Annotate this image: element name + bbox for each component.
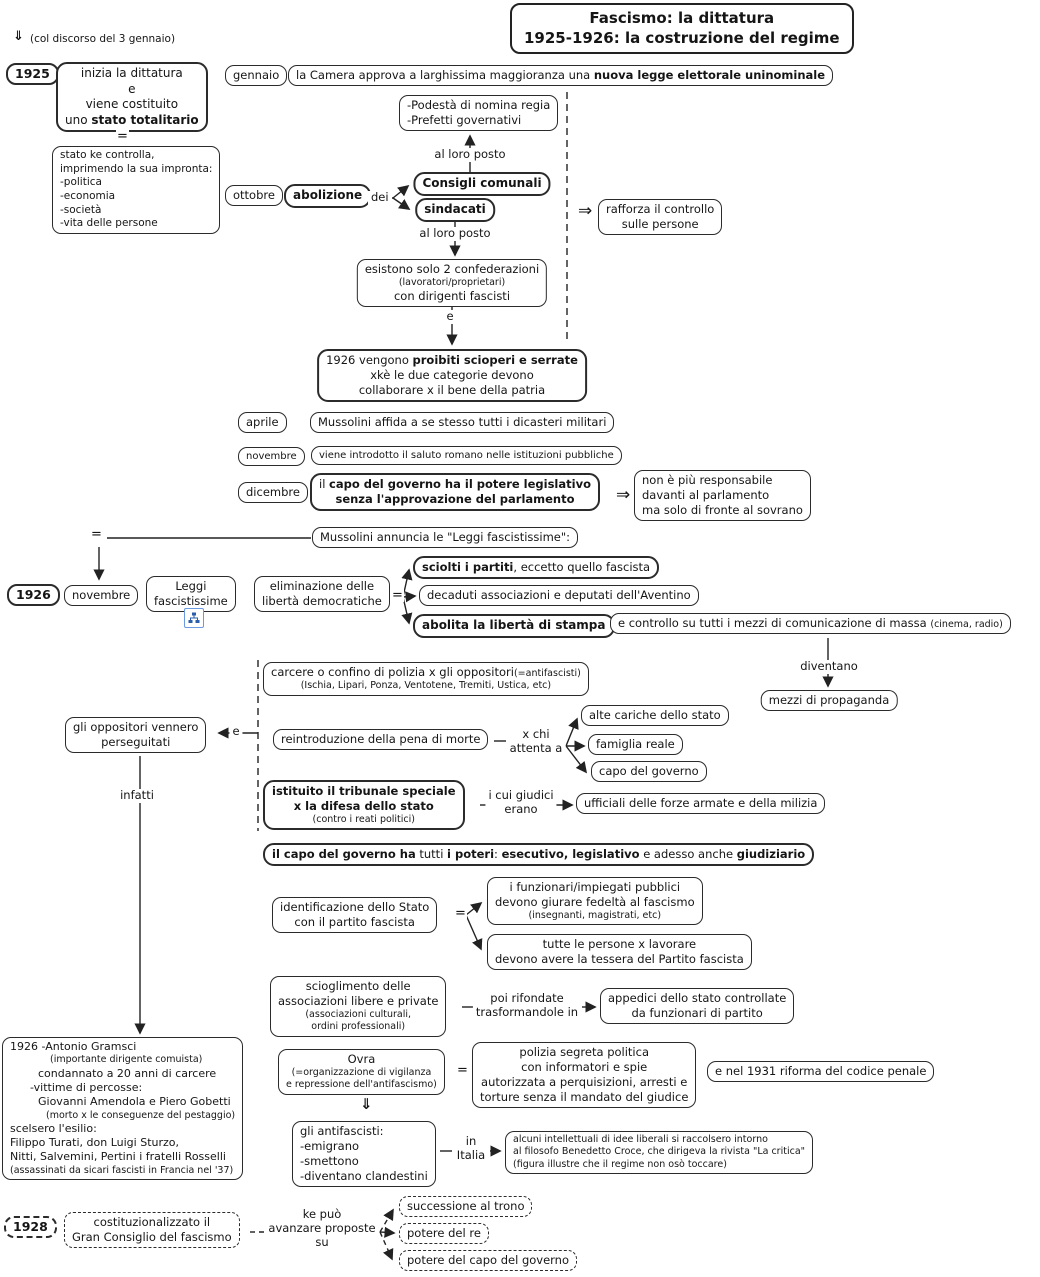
node-famiglia-reale: famiglia reale [588,734,683,755]
node-line: -società [60,203,102,216]
node-line: e [128,81,136,96]
edge-label-dei: dei [368,191,392,205]
node-tessera-partito [487,934,752,970]
node-line: scelsero l'esilio: [10,1121,97,1135]
node-line: x la difesa dello stato [293,798,434,813]
node-line: -politica [60,176,102,189]
edge-label-cui-giudici: i cui giudici erano [485,789,556,817]
node-line: Filippo Turati, don Luigi Sturzo, [10,1136,180,1150]
node-stato-ke-controlla [52,146,220,234]
node-line: -smettono [300,1153,359,1168]
node-line: i funzionari/impiegati pubblici [509,880,681,894]
equals-symbol: = [91,527,102,542]
node-line: inizia la dittatura [80,66,183,80]
node-line: -vittime di percosse: [30,1080,143,1094]
node-line: ma solo di fronte al sovrano [642,502,803,517]
node-tutti-i-poteri: il capo del governo ha tutti i poteri: esecutivo, legislativo e adesso anche giudiziario [263,843,814,866]
node-line: al filosofo Benedetto Croce, che dirigeva la rivista "La critica" [513,1146,806,1158]
edge-label-x-chi-attenta: x chi attenta a [507,728,566,756]
node-line: devono avere la tessera del Partito fascista [495,951,744,966]
node-line: (contro i reati politici) [312,813,415,825]
node-line: viene costituito [85,97,179,112]
node-line: (=organizzazione di vigilanza [291,1066,432,1078]
node-potere-re: potere del re [399,1223,489,1244]
node-benedetto-croce [505,1131,813,1174]
node-line: (importante dirigente comuista) [50,1054,203,1066]
node-line: 1926 vengono proibiti scioperi e serrate [326,353,578,367]
node-year-1928: 1928 [4,1216,57,1238]
node-line: scioglimento delle [305,979,411,993]
node-camera-legge: la Camera approva a larghissima maggioranza una nuova legge elettorale uninominale [288,65,833,86]
edge-abolizione-consigli [393,186,408,198]
node-line: -Podestà di nomina regia [407,98,551,112]
node-line: perseguitati [101,734,171,749]
node-line: da funzionari di partito [631,1005,763,1020]
node-line: sulle persone [621,216,699,231]
node-oppositori-perseguitati [65,717,206,753]
node-potere-legislativo [310,473,600,511]
node-consigli-comunali: Consigli comunali [413,172,550,196]
edge-identificazione-funzionari [466,903,481,915]
node-line: alcuni intellettuali di idee liberali si raccolsero intorno [513,1134,768,1145]
edge-identificazione-tessera [466,915,481,949]
node-line: esistono solo 2 confederazioni [364,262,540,276]
edge-label-e-1: e [443,310,456,324]
node-year-1925: 1925 [6,63,59,85]
node-funzionari-fedelta [487,877,703,925]
node-line: (insegnanti, magistrati, etc) [528,909,662,921]
node-line: gli antifascisti: [300,1124,384,1138]
node-line: imprimendo la sua impronta: [60,162,213,175]
node-year-1926: 1926 [7,584,60,606]
node-dicasteri: Mussolini affida a se stesso tutti i dicasteri militari [310,412,614,433]
edge-label-e-2: e [229,725,242,739]
node-line: costituzionalizzato il [93,1215,211,1229]
edge-kepuo-poterecapo [380,1232,392,1259]
edge-abolizione-sindacati [393,198,409,209]
node-line: devono giurare fedeltà al fascismo [495,894,695,909]
node-decaduti-aventino: decaduti associazioni e deputati dell'Aventino [419,585,699,606]
edge-label-diventano: diventano [797,660,861,674]
node-potere-capo-governo: potere del capo del governo [399,1250,577,1271]
node-line: appedici dello stato controllate [608,991,787,1005]
node-line: davanti al parlamento [642,487,770,502]
node-non-responsabile [634,470,811,521]
node-line: e repressione dell'antifascismo) [286,1079,437,1091]
node-month-novembre-1925: novembre [238,447,305,466]
node-pena-di-morte: reintroduzione della pena di morte [273,729,488,750]
node-line: non è più responsabile [642,473,773,487]
node-dittatura [56,62,208,132]
node-eliminazione-liberta [254,576,390,612]
node-mezzi-propaganda: mezzi di propaganda [761,690,898,711]
node-rafforza-controllo [598,199,722,235]
hierarchy-icon [188,612,200,624]
node-line: condannato a 20 anni di carcere [38,1066,217,1080]
node-line: (Ischia, Lipari, Ponza, Ventotene, Tremiti, Ustica, etc) [300,680,552,692]
node-tribunale-speciale [263,780,465,830]
node-line: Ovra [347,1052,376,1066]
equals-symbol: = [455,906,466,921]
map-title-line1: Fascismo: la dittatura [589,9,775,27]
node-riforma-codice: e nel 1931 riforma del codice penale [707,1061,934,1082]
node-scioglimento-associazioni [270,976,446,1037]
node-line: gli oppositori vennero [73,720,199,734]
double-down-arrow-icon: ⇓ [13,29,24,44]
edge-kepuo-successione [380,1210,393,1232]
node-line: Nitti, Salvemini, Pertini i fratelli Rosselli [10,1150,226,1164]
node-confederazioni [357,259,547,307]
node-saluto-romano: viene introdotto il saluto romano nelle istituzioni pubbliche [311,446,622,465]
node-line: Leggi [175,579,207,593]
node-line: (figura illustre che il regime non osò toccare) [513,1158,727,1170]
node-line: rafforza il controllo [606,202,715,216]
node-line: istituito il tribunale speciale [272,784,456,798]
node-line: uno stato totalitario [65,112,199,127]
node-gran-consiglio [64,1212,240,1248]
edge-label-ke-puo: ke può avanzare proposte su [265,1208,378,1249]
node-sindacati: sindacati [415,198,495,222]
edge-label-infatti: infatti [117,789,157,803]
edge-label-al-loro-posto-2: al loro posto [416,227,493,241]
node-line: ordini professionali) [311,1021,406,1033]
node-line: Giovanni Amendola e Piero Gobetti [38,1095,231,1109]
node-podesta-prefetti [399,95,558,131]
node-line: con il partito fascista [294,914,415,929]
node-controllo-massa: e controllo su tutti i mezzi di comunicazione di massa (cinema, radio) [610,613,1011,634]
node-line: il capo del governo ha il potere legislativo [319,477,591,491]
node-line: 1926 -Antonio Gramsci [10,1040,137,1053]
equals-symbol: = [117,129,128,144]
node-line: tutte le persone x lavorare [542,937,697,951]
node-capo-governo: capo del governo [591,761,707,782]
node-abolizione: abolizione [284,184,371,208]
node-scioperi-serrate [317,349,587,402]
node-ufficiali-milizia: ufficiali delle forze armate e della milizia [576,793,825,814]
header-note: (col discorso del 3 gennaio) [30,33,176,45]
node-line: polizia segreta politica [519,1045,649,1059]
node-successione-trono: successione al trono [399,1196,532,1217]
node-line: stato ke controlla, [60,149,155,161]
node-line: con informatori e spie [521,1059,648,1074]
node-line: (assassinati da sicari fascisti in Francia nel '37) [10,1164,234,1176]
node-line: collaborare x il bene della patria [358,382,546,397]
node-month-aprile: aprile [238,412,287,433]
node-gramsci-vittime [2,1037,243,1180]
node-line: (lavoratori/proprietari) [398,276,506,288]
edge-label-al-loro-posto-1: al loro posto [431,148,508,162]
node-line: Gran Consiglio del fascismo [72,1229,232,1244]
node-line: libertà democratiche [262,593,382,608]
node-month-dicembre: dicembre [238,482,308,503]
node-abolita-stampa: abolita la libertà di stampa [413,614,615,638]
node-line: eliminazione delle [269,579,375,593]
edge-eliminazione-decaduti [403,596,415,597]
map-title-line2: 1925-1926: la costruzione del regime [524,29,840,48]
node-line: -diventano clandestini [300,1168,428,1183]
double-right-arrow-icon: ⇒ [616,485,631,505]
node-antifascisti [292,1121,436,1187]
node-line: xkè le due categorie devono [370,367,534,382]
node-appedici-stato [600,988,794,1024]
map-title [510,3,854,54]
node-line: associazioni libere e private [278,993,439,1008]
equals-symbol: = [457,1063,468,1078]
edge-label-rifondate: poi rifondate trasformandole in [473,992,581,1020]
node-identificazione-stato [272,897,437,933]
node-sciolti-partiti: sciolti i partiti, eccetto quello fascista [413,556,659,579]
node-line: senza l'approvazione del parlamento [335,491,575,506]
node-line: con dirigenti fascisti [393,289,511,304]
node-line: (morto x le conseguenze del pestaggio) [46,1109,236,1121]
hierarchy-resource-icon[interactable] [184,608,204,628]
node-annuncia-leggi: Mussolini annuncia le "Leggi fascistissime": [312,527,578,548]
node-polizia-segreta [472,1042,696,1108]
node-carcere-confino [263,662,589,696]
equals-symbol: = [392,588,403,603]
node-line: -Prefetti governativi [407,112,522,127]
node-month-novembre-1926: novembre [64,585,138,606]
edge-label-in-italia: in Italia [454,1135,488,1163]
node-line: -economia [60,189,116,202]
node-ovra [278,1049,445,1095]
edge-pena-altecariche [566,719,577,746]
node-line: identificazione dello Stato [280,900,430,914]
node-line: fascistissime [154,593,228,608]
node-leggi-fascistissime [146,576,236,612]
node-alte-cariche: alte cariche dello stato [581,705,729,726]
node-month-gennaio: gennaio [225,65,287,86]
node-line: (associazioni culturali, [305,1008,412,1020]
node-month-ottobre: ottobre [225,185,283,206]
edge-kepuo-poterere [380,1232,394,1233]
edge-pena-capogoverno [566,746,586,772]
node-line: carcere o confino di polizia x gli oppositori(=antifascisti) [271,665,581,679]
node-line: -emigrano [300,1138,360,1153]
node-line: -vita delle persone [60,217,158,230]
double-down-arrow-icon: ⇓ [360,1095,373,1113]
node-line: torture senza il mandato del giudice [480,1089,689,1104]
node-line: autorizzata a perquisizioni, arresti e [481,1074,688,1089]
double-right-arrow-icon: ⇒ [578,201,593,221]
